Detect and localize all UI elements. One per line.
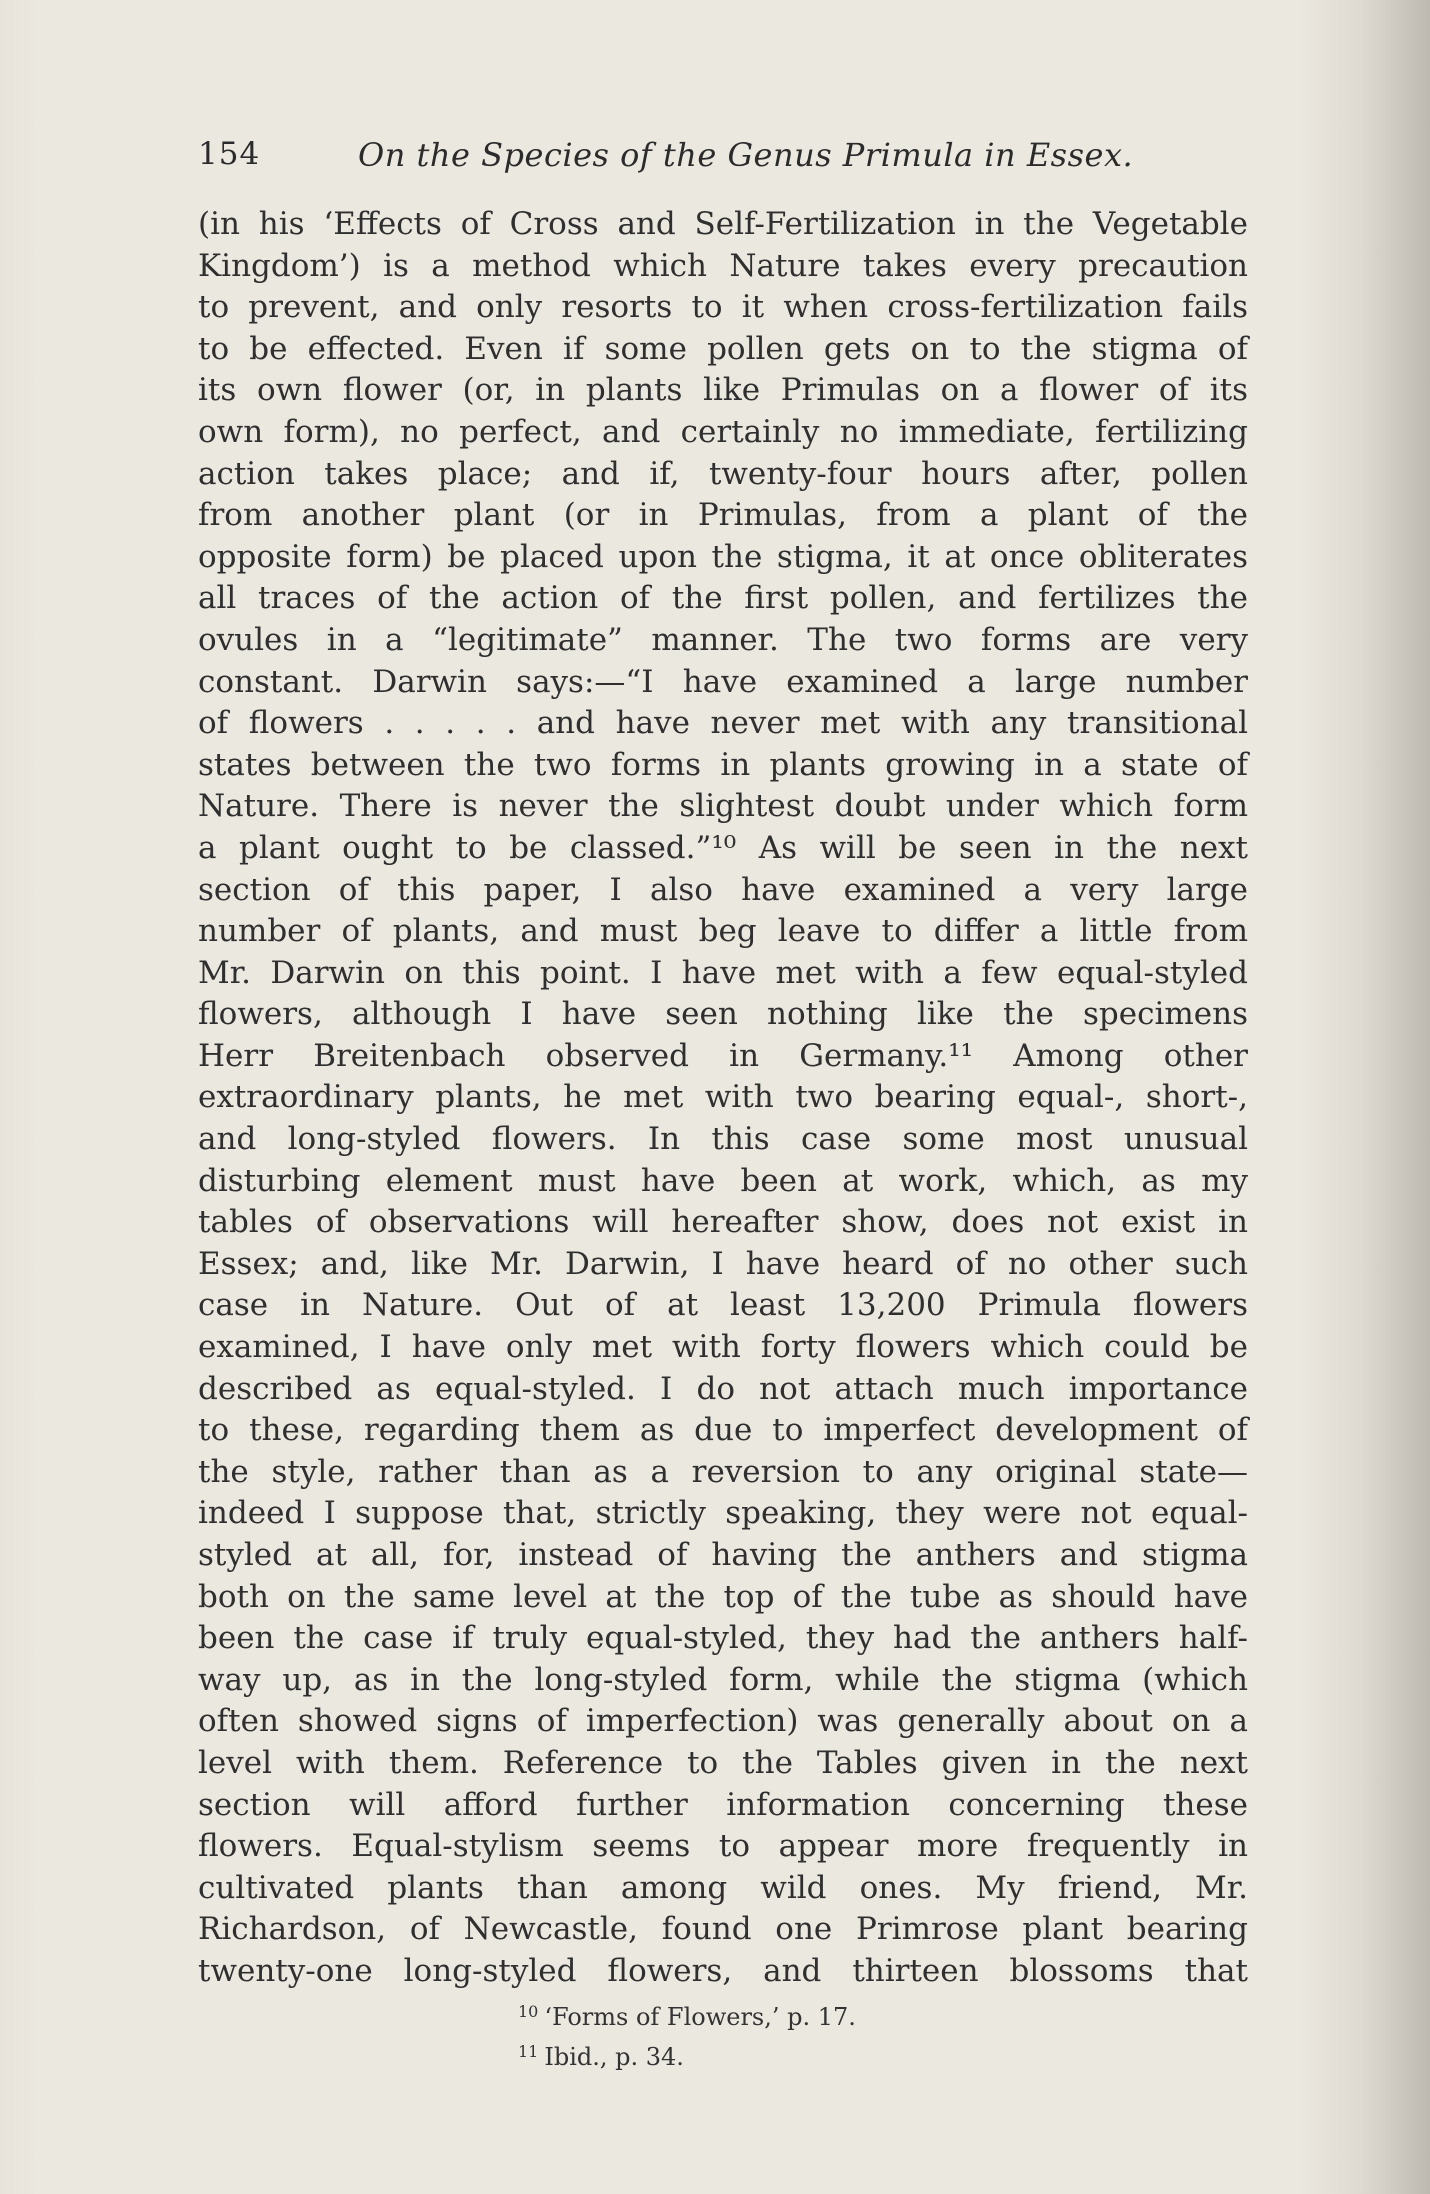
text-line: Kingdom’) is a method which Nature takes every precaution bbox=[198, 247, 1248, 284]
text-line: been the case if truly equal-styled, they had the anthers half- bbox=[198, 1620, 1248, 1657]
text-line: examined, I have only met with forty flowers which could be bbox=[198, 1329, 1248, 1366]
text-line: cultivated plants than among wild ones. My friend, Mr. bbox=[198, 1869, 1248, 1906]
footnote-10 bbox=[518, 1992, 856, 2032]
text-line: opposite form) be placed upon the stigma, it at once obliterates bbox=[198, 538, 1248, 575]
text-line: the style, rather than as a reversion to any original state— bbox=[198, 1453, 1248, 1490]
text-line: to be effected. Even if some pollen gets on to the stigma of bbox=[198, 330, 1248, 367]
text-line: states between the two forms in plants growing in a state of bbox=[198, 746, 1248, 783]
text-line: Mr. Darwin on this point. I have met with a few equal-styled bbox=[198, 954, 1248, 991]
footnotes bbox=[518, 1992, 856, 2072]
page-number: 154 bbox=[198, 136, 261, 172]
text-line: often showed signs of imperfection) was generally about on a bbox=[198, 1703, 1248, 1740]
text-line: to prevent, and only resorts to it when cross-fertilization fails bbox=[198, 289, 1248, 326]
text-line: Nature. There is never the slightest doubt under which form bbox=[198, 788, 1248, 825]
footnote-text: ‘Forms of Flowers,’ p. 17. bbox=[544, 2003, 856, 2031]
text-line: own form), no perfect, and certainly no immediate, fertilizing bbox=[198, 413, 1248, 450]
text-line: Herr Breitenbach observed in Germany.¹¹ Among other bbox=[198, 1037, 1248, 1074]
text-line: section of this paper, I also have examined a very large bbox=[198, 871, 1248, 908]
page-header bbox=[198, 136, 1248, 176]
text-line: from another plant (or in Primulas, from a plant of the bbox=[198, 497, 1248, 534]
text-line: to these, regarding them as due to imperfect development of bbox=[198, 1412, 1248, 1449]
text-line: way up, as in the long-styled form, while the stigma (which bbox=[198, 1661, 1248, 1698]
text-line: of flowers . . . . . and have never met with any transitional bbox=[198, 705, 1248, 742]
text-line: flowers, although I have seen nothing like the specimens bbox=[198, 996, 1248, 1033]
running-title: On the Species of the Genus Primula in Essex. bbox=[358, 136, 1134, 174]
text-line: action takes place; and if, twenty-four hours after, pollen bbox=[198, 455, 1248, 492]
footnote-text: Ibid., p. 34. bbox=[544, 2043, 684, 2071]
text-line: (in his ‘Effects of Cross and Self-Fertilization in the Vegetable bbox=[198, 206, 1248, 242]
text-line: section will afford further information concerning these bbox=[198, 1786, 1248, 1823]
text-line: tables of observations will hereafter show, does not exist in bbox=[198, 1204, 1248, 1241]
text-line: Richardson, of Newcastle, found one Primrose plant bearing bbox=[198, 1911, 1248, 1948]
text-line: styled at all, for, instead of having the anthers and stigma bbox=[198, 1537, 1248, 1573]
text-line: both on the same level at the top of the tube as should have bbox=[198, 1578, 1248, 1615]
text-line: described as equal-styled. I do not attach much importance bbox=[198, 1370, 1248, 1407]
text-line: a plant ought to be classed.”¹⁰ As will be seen in the next bbox=[198, 829, 1248, 866]
text-line: disturbing element must have been at work, which, as my bbox=[198, 1162, 1248, 1199]
text-line: ovules in a “legitimate” manner. The two forms are very bbox=[198, 621, 1248, 658]
text-line: number of plants, and must beg leave to differ a little from bbox=[198, 913, 1248, 950]
footnote-marker: 10 bbox=[518, 2002, 539, 2021]
text-line: indeed I suppose that, strictly speaking, they were not equal- bbox=[198, 1495, 1248, 1532]
text-line: twenty-one long-styled flowers, and thirteen blossoms that bbox=[198, 1952, 1248, 1989]
footnote-11 bbox=[518, 2032, 856, 2072]
text-line: its own flower (or, in plants like Primulas on a flower of its bbox=[198, 372, 1248, 409]
text-line: Essex; and, like Mr. Darwin, I have heard of no other such bbox=[198, 1245, 1248, 1282]
footnote-marker: 11 bbox=[518, 2042, 539, 2061]
text-line: flowers. Equal-stylism seems to appear more frequently in bbox=[198, 1828, 1248, 1865]
text-line: all traces of the action of the first pollen, and fertilizes the bbox=[198, 580, 1248, 617]
text-line: and long-styled flowers. In this case some most unusual bbox=[198, 1121, 1248, 1158]
text-line: level with them. Reference to the Tables given in the next bbox=[198, 1744, 1248, 1781]
text-line: case in Nature. Out of at least 13,200 Primula flowers bbox=[198, 1287, 1248, 1324]
body-text bbox=[198, 204, 1248, 1993]
text-line: constant. Darwin says:—“I have examined a large number bbox=[198, 663, 1248, 700]
text-line: extraordinary plants, he met with two bearing equal-, short-, bbox=[198, 1079, 1248, 1116]
